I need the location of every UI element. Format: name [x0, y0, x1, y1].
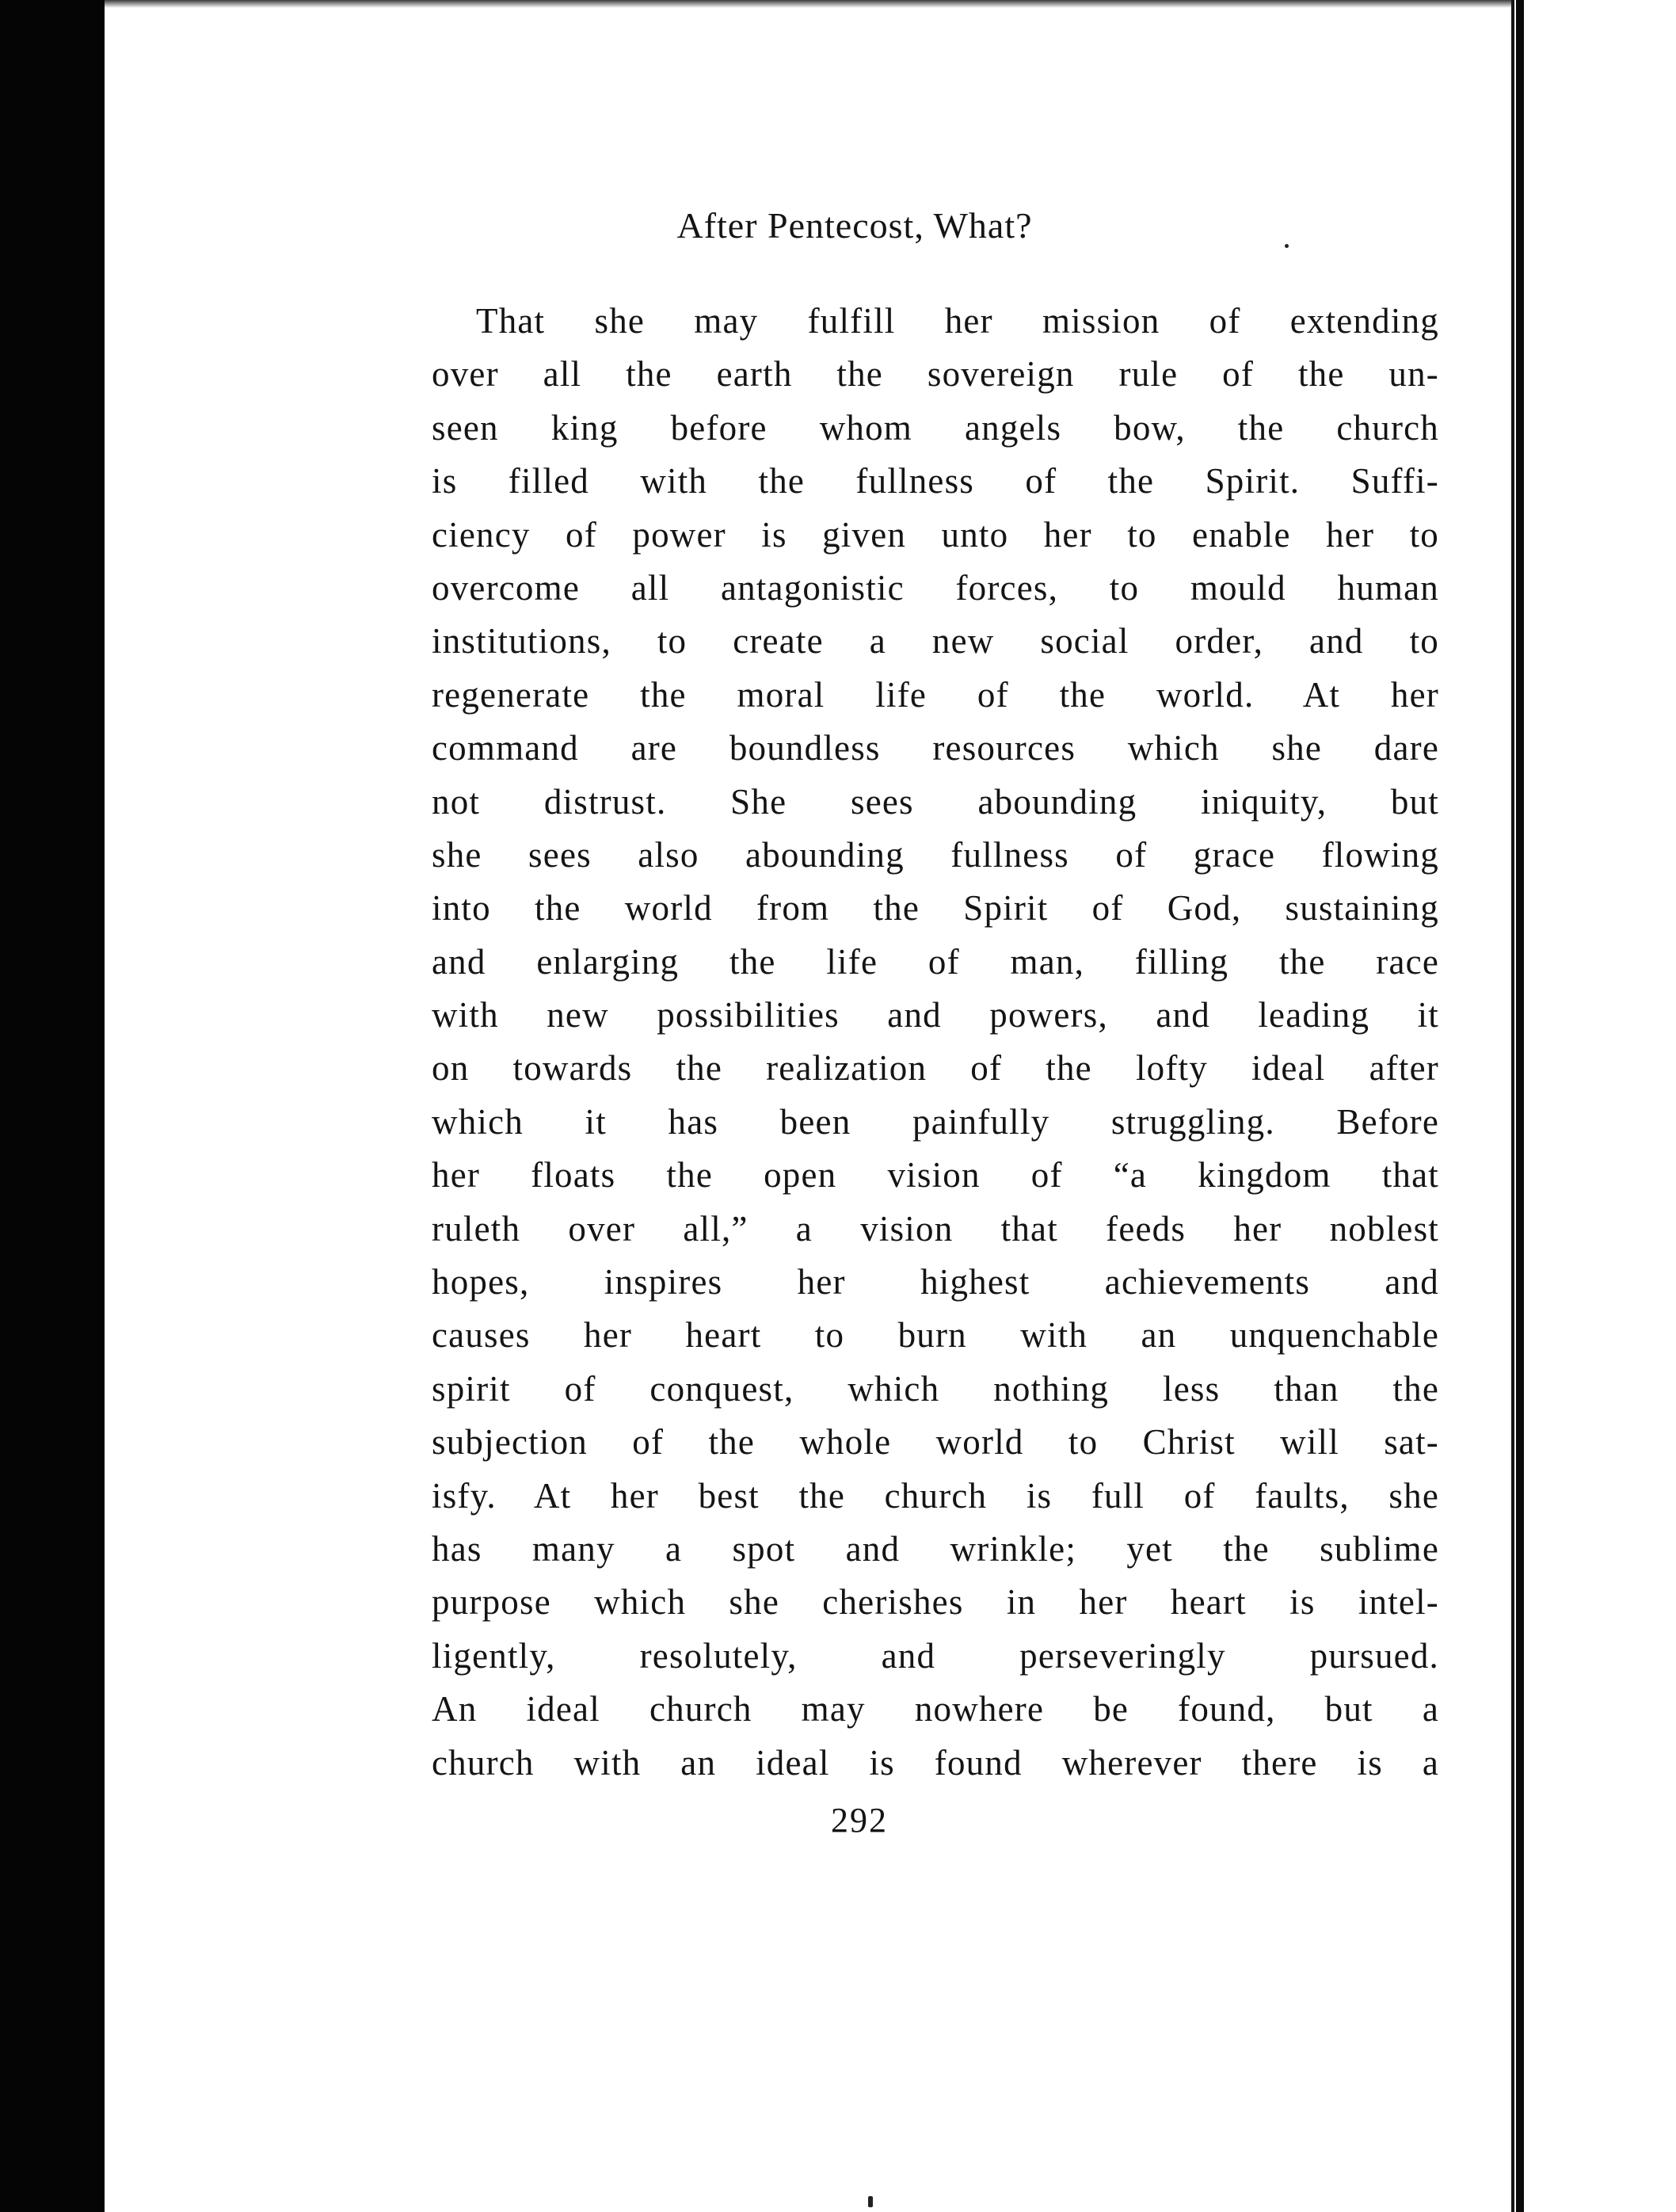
- text-line: her floats the open vision of “a kingdom that: [432, 1155, 1439, 1196]
- text-line: An ideal church may nowhere be found, but a: [432, 1689, 1439, 1730]
- text-line: on towards the realization of the lofty ideal after: [432, 1048, 1439, 1089]
- text-line: has many a spot and wrinkle; yet the sublime: [432, 1528, 1439, 1569]
- scan-speck: [868, 2196, 873, 2207]
- text-line: ligently, resolutely, and perseveringly pursued.: [432, 1635, 1439, 1676]
- text-line: institutions, to create a new social order, and to: [432, 621, 1439, 662]
- text-line: not distrust. She sees abounding iniquity, but: [432, 781, 1439, 822]
- text-line: ruleth over all,” a vision that feeds her noblest: [432, 1208, 1439, 1249]
- book-page: [105, 8, 1511, 2212]
- text-line: ciency of power is given unto her to enable her to: [432, 514, 1439, 555]
- scan-left-border: [0, 0, 105, 2212]
- text-line: she sees also abounding fullness of grace flowing: [432, 834, 1439, 875]
- text-line: command are boundless resources which she dare: [432, 728, 1439, 768]
- text-line: into the world from the Spirit of God, sustaining: [432, 888, 1439, 929]
- text-line: hopes, inspires her highest achievements and: [432, 1262, 1439, 1302]
- text-line: spirit of conquest, which nothing less than the: [432, 1368, 1439, 1409]
- scan-right-border: [1511, 0, 1676, 2212]
- text-line: subjection of the whole world to Christ will sat-: [432, 1422, 1439, 1463]
- text-line: causes her heart to burn with an unquenchable: [432, 1315, 1439, 1356]
- scan-speck: [1285, 244, 1289, 248]
- text-line: which it has been painfully struggling. Before: [432, 1101, 1439, 1142]
- text-line: church with an ideal is found wherever there is a: [432, 1742, 1439, 1783]
- body-paragraph: [432, 295, 1439, 1790]
- text-line: over all the earth the sovereign rule of the un-: [432, 354, 1439, 395]
- text-line: purpose which she cherishes in her heart is intel-: [432, 1582, 1439, 1623]
- text-line: isfy. At her best the church is full of faults, she: [432, 1475, 1439, 1516]
- scan-right-rule: [1511, 0, 1514, 2212]
- text-line: That she may fulfill her mission of extending: [476, 301, 1439, 341]
- text-line: regenerate the moral life of the world. At her: [432, 674, 1439, 715]
- text-line: overcome all antagonistic forces, to mould human: [432, 567, 1439, 608]
- text-line: with new possibilities and powers, and leading it: [432, 995, 1439, 1035]
- running-head: After Pentecost, What?: [676, 205, 1033, 246]
- scan-top-edge: [0, 0, 1676, 8]
- scan-right-edge: [1516, 0, 1524, 2212]
- text-line: seen king before whom angels bow, the church: [432, 407, 1439, 448]
- page-number: 292: [831, 1801, 888, 1840]
- text-line: and enlarging the life of man, filling the race: [432, 941, 1439, 982]
- text-line: is filled with the fullness of the Spirit. Suffi-: [432, 461, 1439, 502]
